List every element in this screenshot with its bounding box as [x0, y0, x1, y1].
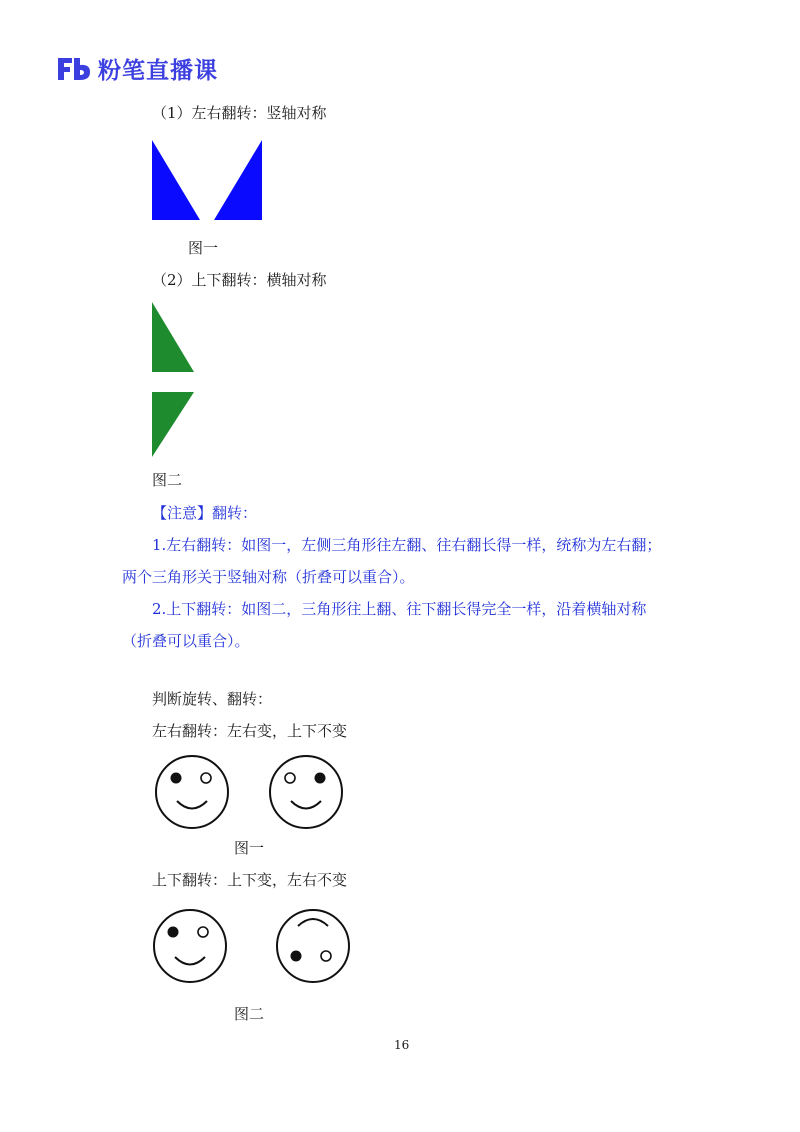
figure1-caption: 图一 [188, 239, 219, 257]
note-paragraph2-line2: （折叠可以重合）。 [122, 632, 250, 650]
smiley-face-up-down-flipped [273, 906, 353, 986]
fb-logo-icon [56, 56, 92, 82]
right-triangle [214, 140, 262, 220]
brand-logo [56, 52, 218, 85]
up-down-flip-label: 上下翻转：上下变，左右不变 [152, 871, 348, 889]
top-triangle [152, 302, 194, 372]
item2-title: （2）上下翻转：横轴对称 [152, 271, 327, 289]
page-number: 16 [394, 1038, 410, 1052]
section2-title: 判断旋转、翻转： [152, 690, 273, 708]
smiley-face-original-2 [150, 906, 230, 986]
left-right-flip-label: 左右翻转：左右变，上下不变 [152, 722, 348, 740]
smiley-face-original [152, 752, 232, 832]
smiley-face-left-right-flipped [266, 752, 346, 832]
smiley-figure2-caption: 图二 [234, 1005, 265, 1023]
horizontal-axis-symmetry-figure [152, 302, 196, 458]
note-heading: 【注意】翻转： [152, 504, 258, 522]
note-paragraph1-line1: 1.左右翻转：如图一，左侧三角形往左翻、往右翻长得一样，统称为左右翻； [152, 536, 662, 554]
bottom-triangle [152, 392, 194, 457]
left-triangle [152, 140, 200, 220]
note-paragraph1-line2: 两个三角形关于竖轴对称（折叠可以重合）。 [122, 568, 415, 586]
vertical-axis-symmetry-figure [152, 140, 264, 220]
smiley-figure1-caption: 图一 [234, 839, 265, 857]
note-paragraph2-line1: 2.上下翻转：如图二，三角形往上翻、往下翻长得完全一样，沿着横轴对称 [152, 600, 647, 618]
item1-title: （1）左右翻转：竖轴对称 [152, 104, 327, 122]
figure2-caption: 图二 [152, 471, 183, 489]
brand-name: 粉笔直播课 [98, 58, 218, 84]
